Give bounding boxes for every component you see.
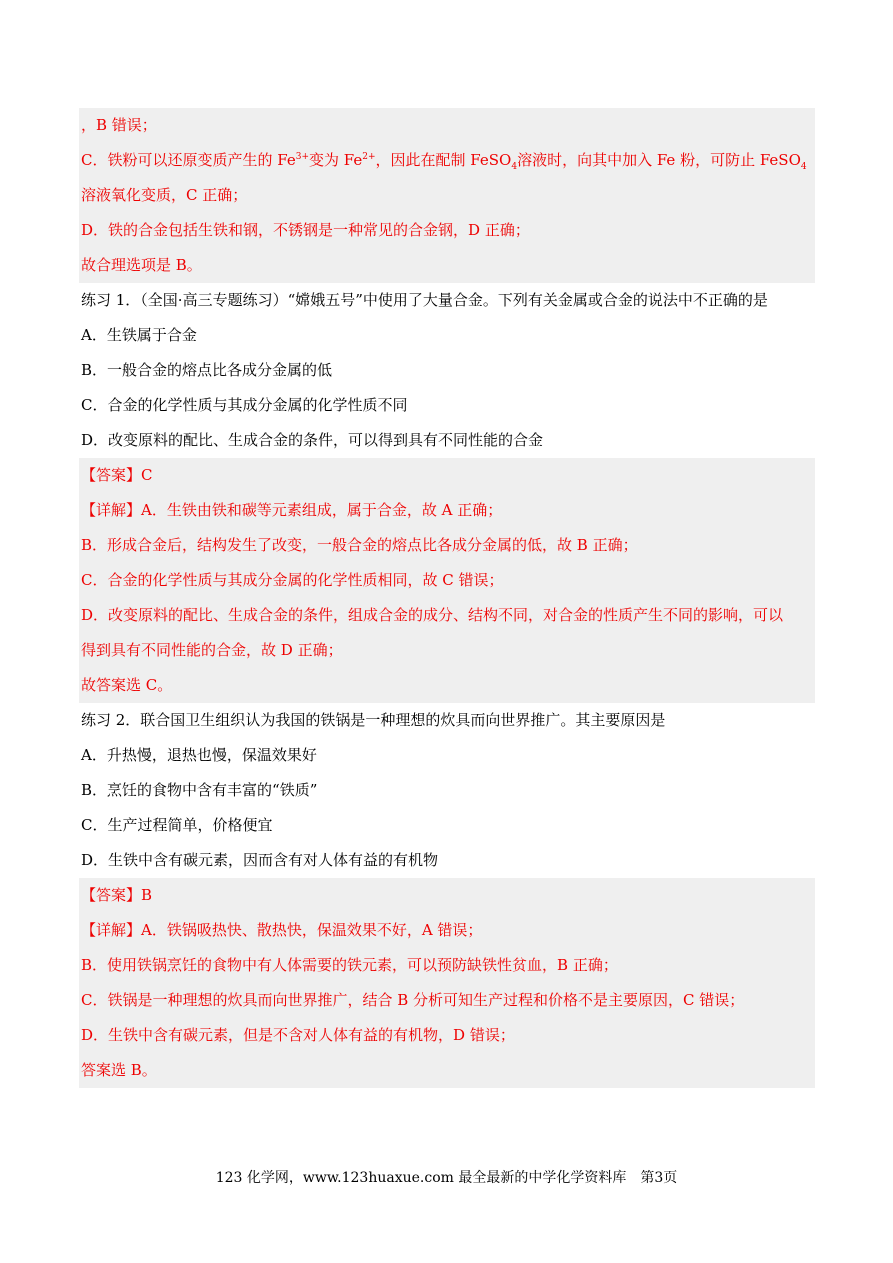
answer-block-2 bbox=[79, 878, 815, 1088]
explanation-line: 答案选 B。 bbox=[81, 1061, 157, 1079]
explanation-line: ，B 错误； bbox=[81, 116, 157, 134]
question-option-d: D．改变原料的配比、生成合金的条件，可以得到具有不同性能的合金 bbox=[81, 431, 544, 449]
explanation-line: 故答案选 C。 bbox=[81, 676, 173, 694]
page-footer bbox=[0, 1168, 893, 1188]
explanation-line: 【详解】A．铁锅吸热快、散热快，保温效果不好，A 错误； bbox=[81, 921, 483, 939]
question-1 bbox=[79, 283, 815, 458]
question-option-b: B．一般合金的熔点比各成分金属的低 bbox=[81, 361, 333, 379]
explanation-line: 溶液氧化变质，C 正确； bbox=[81, 186, 248, 204]
question-stem: 练习 2．联合国卫生组织认为我国的铁锅是一种理想的炊具而向世界推广。其主要原因是 bbox=[81, 711, 666, 729]
explanation-line: D．铁的合金包括生铁和钢，不锈钢是一种常见的合金钢，D 正确； bbox=[81, 221, 530, 239]
footer-site-text: 123 化学网，www.123huaxue.com 最全最新的中学化学资料库 bbox=[215, 1170, 627, 1186]
question-option-a: A．生铁属于合金 bbox=[81, 326, 197, 344]
explanation-block-previous bbox=[79, 108, 815, 283]
explanation-line: C．铁锅是一种理想的炊具而向世界推广，结合 B 分析可知生产过程和价格不是主要原因，C 错误； bbox=[81, 991, 745, 1009]
answer-label: 【答案】B bbox=[81, 886, 153, 904]
explanation-line-formula: C．铁粉可以还原变质产生的 $Fe^{3+}$变为 $Fe^{2+}$，因此在配制 FeSO$_4$溶液时，向其中加入 Fe 粉，可防止 FeSO$_4$ bbox=[81, 151, 807, 172]
explanation-line: 得到具有不同性能的合金，故 D 正确； bbox=[81, 641, 343, 659]
question-option-c: C．合金的化学性质与其成分金属的化学性质不同 bbox=[81, 396, 408, 414]
explanation-line: D．改变原料的配比、生成合金的条件，组成合金的成分、结构不同，对合金的性质产生不同的影响，可以 bbox=[81, 606, 784, 624]
page-number: 第3页 bbox=[640, 1170, 678, 1186]
explanation-line: B．形成合金后，结构发生了改变，一般合金的熔点比各成分金属的低，故 B 正确； bbox=[81, 536, 638, 554]
page-content bbox=[79, 108, 815, 1088]
question-option-c: C．生产过程简单，价格便宜 bbox=[81, 816, 273, 834]
explanation-line: 故合理选项是 B。 bbox=[81, 256, 202, 274]
question-2 bbox=[79, 703, 815, 878]
question-stem: 练习 1．（全国·高三专题练习）“嫦娥五号”中使用了大量合金。下列有关金属或合金的说法中不正确的是 bbox=[81, 291, 768, 309]
question-option-b: B．烹饪的食物中含有丰富的“铁质” bbox=[81, 781, 318, 799]
answer-label: 【答案】C bbox=[81, 466, 153, 484]
explanation-line: 【详解】A．生铁由铁和碳等元素组成，属于合金，故 A 正确； bbox=[81, 501, 503, 519]
explanation-line: B．使用铁锅烹饪的食物中有人体需要的铁元素，可以预防缺铁性贫血，B 正确； bbox=[81, 956, 618, 974]
question-option-a: A．升热慢，退热也慢，保温效果好 bbox=[81, 746, 317, 764]
explanation-line: C．合金的化学性质与其成分金属的化学性质相同，故 C 错误； bbox=[81, 571, 504, 589]
question-option-d: D．生铁中含有碳元素，因而含有对人体有益的有机物 bbox=[81, 851, 439, 869]
explanation-line: D．生铁中含有碳元素，但是不含对人体有益的有机物，D 错误； bbox=[81, 1026, 515, 1044]
answer-block-1 bbox=[79, 458, 815, 703]
